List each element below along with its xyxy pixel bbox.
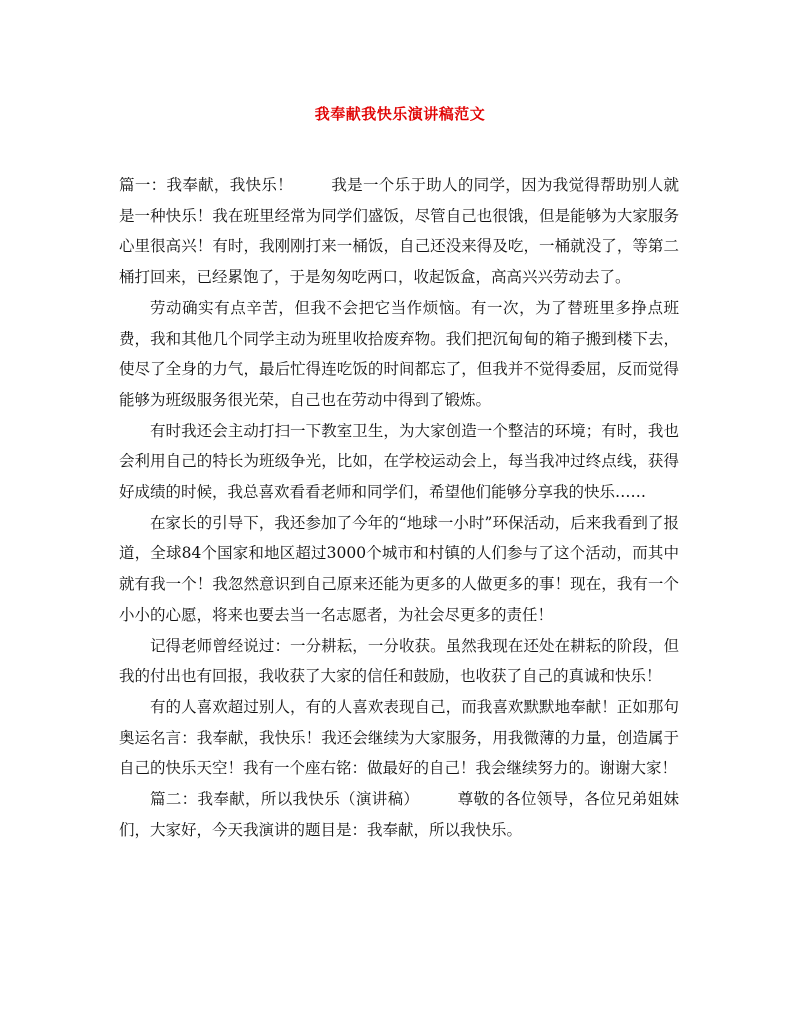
paragraph-1 — [119, 170, 679, 293]
paragraph-6: 有的人喜欢超过别人，有的人喜欢表现自己，而我喜欢默默地奉献！正如那句奥运名言：我奉献，我快乐！我还会继续为大家服务，用我微薄的力量，创造属于自己的快乐天空！我有一个座右铭：做最好的自己！我会继续努力的。谢谢大家！ — [119, 697, 679, 778]
section-heading-2: 篇二：我奉献，所以我快乐（演讲稿） — [150, 790, 420, 809]
paragraph-2: 劳动确实有点辛苦，但我不会把它当作烦恼。有一次，为了替班里多挣点班费，我和其他几个同学主动为班里收拾废弃物。我们把沉甸甸的箱子搬到楼下去，使尽了全身的力气，最后忙得连吃饭的时间都忘了，但我并不觉得委屈，反而觉得能够为班级服务很光荣，自己也在劳动中得到了锻炼。 — [119, 298, 679, 409]
section-heading-1: 篇一：我奉献，我快乐！ — [119, 176, 293, 194]
document-body — [119, 170, 679, 845]
paragraph-7 — [119, 784, 679, 845]
paragraph-3: 有时我还会主动打扫一下教室卫生，为大家创造一个整洁的环境；有时，我也会利用自己的特长为班级争光，比如，在学校运动会上，每当我冲过终点线，获得好成绩的时候，我总喜欢看看老师和同学们，希望他们能够分享我的快乐…… — [119, 421, 679, 502]
paragraph-7-text: 尊敬的各位领导，各位兄弟姐妹们，大家好，今天我演讲的题目是：我奉献，所以我快乐。 — [119, 790, 679, 839]
document-title: 我奉献我快乐演讲稿范文 — [314, 105, 486, 123]
paragraph-1-text: 我是一个乐于助人的同学，因为我觉得帮助别人就是一种快乐！我在班里经常为同学们盛饭，尽管自己也很饿，但是能够为大家服务心里很高兴！有时，我刚刚打来一桶饭，自己还没来得及吃，一桶就没了，等第二桶打回来，已经累饱了，于是匆匆吃两口，收起饭盒，高高兴兴劳动去了。 — [119, 176, 679, 287]
paragraph-4: 在家长的引导下，我还参加了今年的“地球一小时”环保活动，后来我看到了报道，全球84个国家和地区超过3000个城市和村镇的人们参与了这个活动，而其中就有我一个！我忽然意识到自己原来还能为更多的人做更多的事！现在，我有一个小小的心愿，将来也要去当一名志愿者，为社会尽更多的责任！ — [119, 513, 679, 624]
paragraph-5: 记得老师曾经说过：一分耕耘，一分收获。虽然我现在还处在耕耘的阶段，但我的付出也有回报，我收获了大家的信任和鼓励，也收获了自己的真诚和快乐！ — [119, 636, 679, 686]
